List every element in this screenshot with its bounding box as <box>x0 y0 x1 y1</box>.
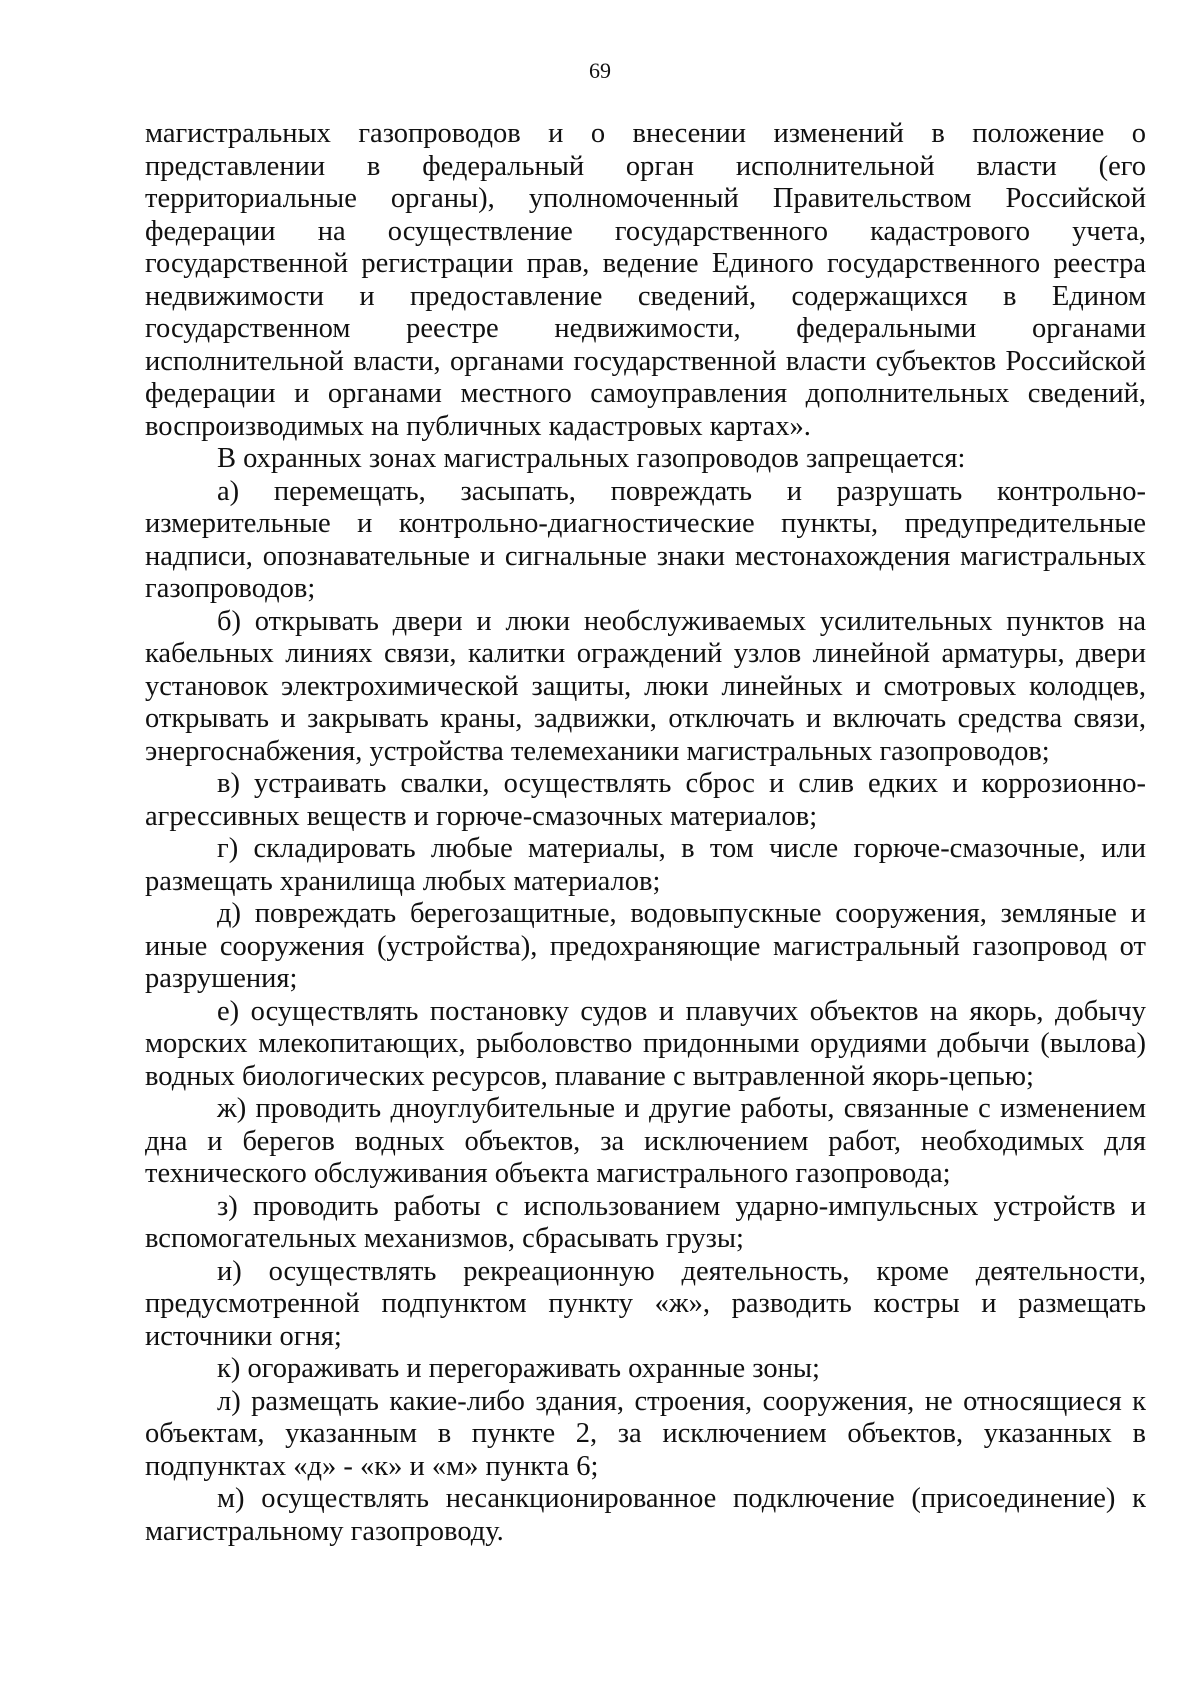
list-item-i: и) осуществлять рекреационную деятельность, кроме деятельности, предусмотренной подпунктом пункту «ж», разводить костры и размещать источники огня; <box>145 1255 1146 1352</box>
page-number: 69 <box>589 58 611 83</box>
list-item-a: а) перемещать, засыпать, повреждать и разрушать контрольно-измерительные и контрольно-диагностические пункты, предупредительные надписи, опознавательные и сигнальные знаки местонахождения магистральных газопроводов; <box>145 475 1146 604</box>
document-body <box>145 118 1146 1548</box>
list-item-b: б) открывать двери и люки необслуживаемых усилительных пунктов на кабельных линиях связи, калитки ограждений узлов линейной арматуры, двери установок электрохимической защиты, люки линейных и смотровых колодцев, открывать и закрывать краны, задвижки, отключать и включать средства связи, энергоснабжения, устройства телемеханики магистральных газопроводов; <box>145 605 1146 767</box>
list-item-k: к) огораживать и перегораживать охранные зоны; <box>217 1353 820 1384</box>
list-item-z: з) проводить работы с использованием ударно-импульсных устройств и вспомогательных механизмов, сбрасывать грузы; <box>145 1190 1146 1254</box>
paragraph-prohibitions-intro: В охранных зонах магистральных газопроводов запрещается: <box>217 443 966 474</box>
list-item-m: м) осуществлять несанкционированное подключение (присоединение) к магистральному газопроводу. <box>145 1483 1146 1547</box>
list-item-l: л) размещать какие-либо здания, строения, сооружения, не относящиеся к объектам, указанным в пункте 2, за исключением объектов, указанных в подпунктах «д» - «к» и «м» пункта 6; <box>145 1385 1146 1482</box>
list-item-zh: ж) проводить дноуглубительные и другие работы, связанные с изменением дна и берегов водных объектов, за исключением работ, необходимых для технического обслуживания объекта магистрального газопровода; <box>145 1093 1146 1189</box>
list-item-e: е) осуществлять постановку судов и плавучих объектов на якорь, добычу морских млекопитающих, рыболовство придонными орудиями добычи (вылова) водных биологических ресурсов, плавание с вытравленной якорь-цепью; <box>145 995 1146 1092</box>
list-item-d: д) повреждать берегозащитные, водовыпускные сооружения, земляные и иные сооружения (устройства), предохраняющие магистральный газопровод от разрушения; <box>145 898 1146 994</box>
paragraph-continuation: магистральных газопроводов и о внесении изменений в положение о представлении в федеральный орган исполнительной власти (его территориальные органы), уполномоченный Правительством Российской федерации на осуществление государственного кадастрового учета, государственной регистрации прав, ведение Единого государственного реестра недвижимости и предоставление сведений, содержащихся в Едином государственном реестре недвижимости, федеральными органами исполнительной власти, органами государственной власти субъектов Российской федерации и органами местного самоуправления дополнительных сведений, воспроизводимых на публичных кадастровых картах». <box>145 118 1146 442</box>
list-item-v: в) устраивать свалки, осуществлять сброс и слив едких и коррозионно-агрессивных веществ и горюче-смазочных материалов; <box>145 768 1146 832</box>
list-item-g: г) складировать любые материалы, в том числе горюче-смазочные, или размещать хранилища любых материалов; <box>145 833 1146 897</box>
